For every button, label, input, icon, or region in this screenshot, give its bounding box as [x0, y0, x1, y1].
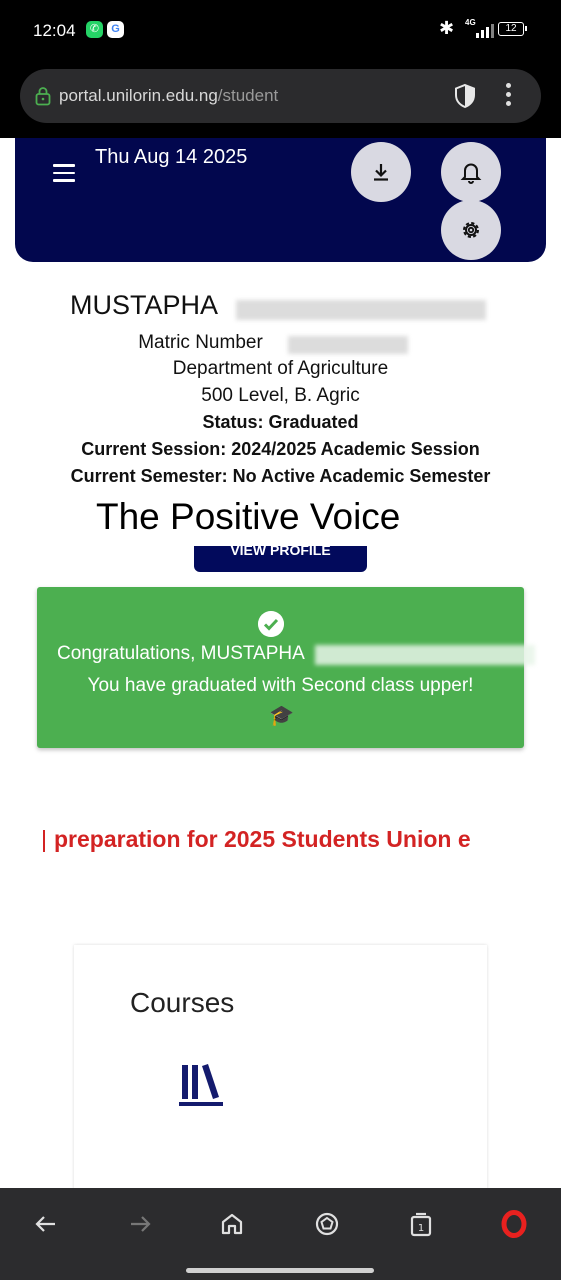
battery-icon: [498, 22, 524, 36]
svg-text:1: 1: [417, 1223, 425, 1234]
home-icon[interactable]: [218, 1210, 246, 1238]
forward-arrow-icon[interactable]: [126, 1210, 154, 1238]
battery-level: 12: [505, 23, 517, 34]
redacted-name: [236, 300, 486, 320]
settings-button[interactable]: [441, 200, 501, 260]
marquee-clipped-glyph: [43, 830, 45, 852]
portal-header: [15, 138, 546, 262]
gear-icon: [459, 218, 483, 242]
department: Department of Agriculture: [172, 358, 389, 379]
graduation-cap-icon: 🎓: [269, 705, 294, 727]
download-icon: [370, 161, 392, 183]
speed-dial-icon[interactable]: [313, 1210, 341, 1238]
signal-icon: [462, 18, 494, 40]
whatsapp-icon: ✆: [86, 21, 103, 38]
student-name: MUSTAPHA: [70, 290, 219, 320]
current-semester: Current Semester: No Active Academic Semester: [70, 466, 491, 486]
view-profile-button[interactable]: VIEW PROFILE: [194, 546, 367, 572]
address-bar[interactable]: [20, 69, 541, 123]
shield-icon[interactable]: [453, 83, 477, 109]
redacted-matric: [288, 336, 408, 354]
network-type: 4G: [465, 18, 476, 27]
graduation-status: Status: Graduated: [202, 412, 359, 432]
status-bar: [0, 0, 561, 62]
library-books-icon: [177, 1061, 225, 1107]
graduation-class: You have graduated with Second class upper!: [87, 675, 474, 696]
watermark-text: The Positive Voice: [96, 496, 401, 537]
hamburger-menu-icon[interactable]: [53, 164, 75, 182]
announcement-text: preparation for 2025 Students Union e: [54, 826, 471, 852]
download-button[interactable]: [351, 142, 411, 202]
courses-title: Courses: [130, 987, 235, 1018]
congrats-message: Congratulations, MUSTAPHA: [57, 643, 305, 664]
more-menu-icon[interactable]: [503, 83, 513, 109]
announcement-marquee: [0, 826, 561, 856]
tabs-icon[interactable]: [407, 1210, 435, 1238]
bell-icon: [460, 160, 482, 184]
courses-card[interactable]: [74, 945, 487, 1190]
redacted-congrats-name: [315, 645, 535, 665]
bluetooth-icon: ✱: [439, 18, 455, 38]
home-gesture-bar[interactable]: [186, 1268, 374, 1273]
current-session: Current Session: 2024/2025 Academic Session: [81, 439, 480, 459]
lock-icon: [35, 86, 51, 106]
opera-menu-icon[interactable]: [500, 1210, 528, 1238]
status-time: 12:04: [33, 21, 76, 40]
browser-toolbar: [0, 62, 561, 138]
back-arrow-icon[interactable]: [32, 1210, 60, 1238]
url-text: portal.unilorin.edu.ng/student: [59, 86, 279, 105]
google-icon: G: [107, 21, 124, 38]
graduation-banner: [37, 587, 524, 748]
browser-bottom-nav: [0, 1188, 561, 1280]
check-circle-icon: [258, 611, 284, 637]
header-date: Thu Aug 14 2025: [95, 146, 248, 168]
level: 500 Level, B. Agric: [201, 385, 360, 406]
notifications-button[interactable]: [441, 142, 501, 202]
matric-number: Matric Number: [138, 332, 263, 353]
